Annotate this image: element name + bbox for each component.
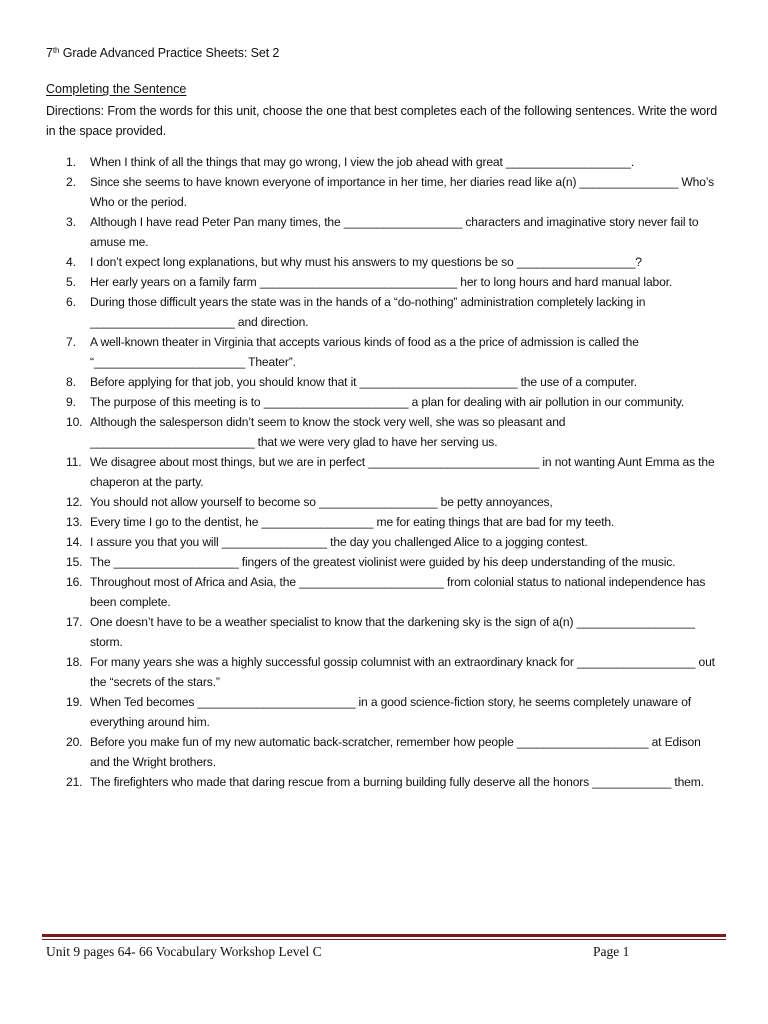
question-item [46,652,722,692]
question-text: You should not allow yourself to become so __________________ be petty annoyances, [90,495,553,509]
question-item [46,332,722,372]
question-number: 11. [66,455,82,469]
question-text: Although the salesperson didn’t seem to know the stock very well, she was so pleasant and _________________________ that we were very glad to have her serving us. [90,415,569,449]
question-number: 5. [66,275,76,289]
question-text: Since she seems to have known everyone of importance in her time, her diaries read like a(n) _______________ Who’s Who or the period. [90,175,718,209]
question-item [46,292,722,332]
question-text: Her early years on a family farm ______________________________ her to long hours and hard manual labor. [90,275,673,289]
question-item [46,452,722,492]
question-text: Before you make fun of my new automatic back-scratcher, remember how people ____________________ at Edison and the Wright brothers. [90,735,704,769]
footer-unit-label: Unit 9 pages 64- 66 Vocabulary Workshop Level C [46,944,322,959]
footer-page-number: Page 1 [593,944,630,959]
question-list [46,152,722,792]
question-number: 6. [66,295,76,309]
question-number: 10. [66,415,83,429]
question-number: 19. [66,695,83,709]
question-text: One doesn’t have to be a weather specialist to know that the darkening sky is the sign of a(n) __________________ storm. [90,615,699,649]
title-superscript: th [52,46,60,55]
question-text: I assure you that you will ________________ the day you challenged Alice to a jogging contest. [90,535,588,549]
directions-text: Directions: From the words for this unit, choose the one that best completes each of the following sentences. Write the word in the space provided. [46,104,718,138]
question-text: We disagree about most things, but we are in perfect __________________________ in not wanting Aunt Emma as the chaperon at the party. [90,455,718,489]
question-number: 12. [66,495,83,509]
question-text: For many years she was a highly successful gossip columnist with an extraordinary knack for __________________ out the “secrets of the stars.” [90,655,719,689]
question-number: 18. [66,655,83,669]
question-number: 16. [66,575,83,589]
question-item [46,572,722,612]
question-text: Every time I go to the dentist, he _________________ me for eating things that are bad for my teeth. [90,515,615,529]
question-number: 8. [66,375,76,389]
question-number: 2. [66,175,76,189]
question-text: Throughout most of Africa and Asia, the ______________________ from colonial status to national independence has been complete. [90,575,709,609]
question-item [46,772,722,792]
question-item [46,492,722,512]
section-heading: Completing the Sentence [46,82,187,96]
question-item [46,372,722,392]
question-text: When Ted becomes ________________________ in a good science-fiction story, he seems completely unaware of everything around him. [90,695,695,729]
question-number: 9. [66,395,76,409]
question-number: 14. [66,535,83,549]
page-title [46,46,279,60]
footer-rule-thin [42,939,726,940]
question-number: 13. [66,515,83,529]
question-text: A well-known theater in Virginia that accepts various kinds of food as a the price of admission is called the “_______________________ Theater”. [90,335,642,369]
question-text: During those difficult years the state was in the hands of a “do-nothing” administration completely lacking in ______________________ and direction. [90,295,649,329]
question-item [46,392,722,412]
question-number: 20. [66,735,83,749]
question-item [46,172,722,212]
question-item [46,532,722,552]
title-rest: Grade Advanced Practice Sheets: Set 2 [59,46,280,60]
question-number: 21. [66,775,83,789]
question-number: 7. [66,335,76,349]
question-text: Although I have read Peter Pan many times, the __________________ characters and imaginative story never fail to amuse me. [90,215,702,249]
question-item [46,692,722,732]
question-text: When I think of all the things that may go wrong, I view the job ahead with great ___________________. [90,155,635,169]
question-item [46,512,722,532]
question-item [46,252,722,272]
question-number: 3. [66,215,76,229]
question-item [46,272,722,292]
question-number: 15. [66,555,83,569]
question-item [46,612,722,652]
question-item [46,732,722,772]
question-item [46,152,722,172]
question-number: 4. [66,255,76,269]
question-text: The firefighters who made that daring rescue from a burning building fully deserve all the honors ____________ them. [90,775,704,789]
question-item [46,552,722,572]
question-text: I don’t expect long explanations, but why must his answers to my questions be so __________________? [90,255,642,269]
title-prefix: 7 [46,46,53,60]
question-number: 1. [66,155,76,169]
question-text: The purpose of this meeting is to ______________________ a plan for dealing with air pollution in our community. [90,395,685,409]
footer-rule-thick [42,934,726,937]
question-item [46,412,722,452]
question-text: The ___________________ fingers of the greatest violinist were guided by his deep understanding of the music. [90,555,676,569]
question-text: Before applying for that job, you should know that it ________________________ the use of a computer. [90,375,637,389]
question-item [46,212,722,252]
question-number: 17. [66,615,83,629]
